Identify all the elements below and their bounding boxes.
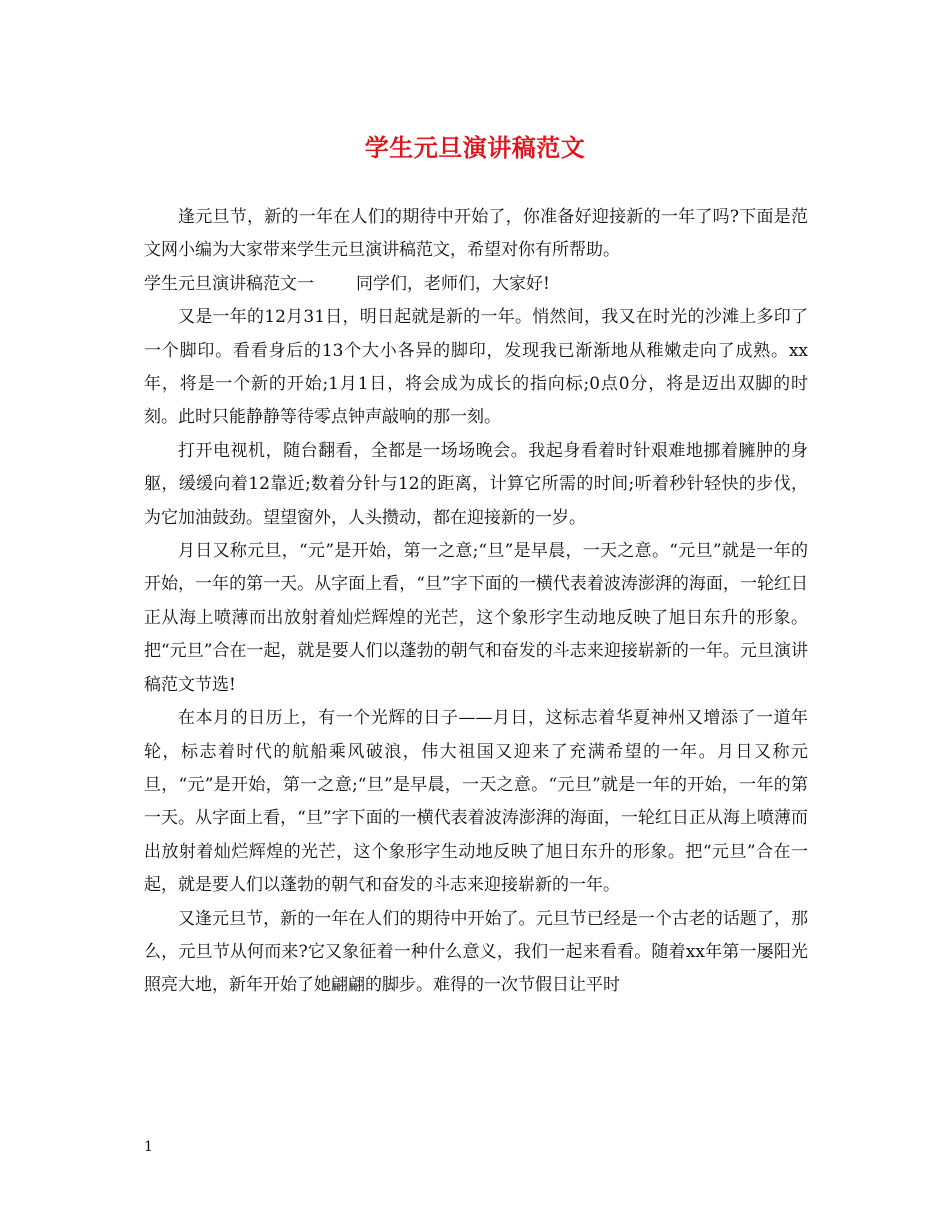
- greeting-text: 同学们，老师们，大家好!: [356, 273, 550, 294]
- document-body: [144, 201, 808, 1003]
- body-paragraph: 月日又称元旦，“元”是开始，第一之意;“旦”是早晨，一天之意。“元旦”就是一年的开始，一年的第一天。从字面上看，“旦”字下面的一横代表着波涛澎湃的海面，一轮红日正从海上喷薄而出放射着灿烂辉煌的光芒，这个象形字生动地反映了旭日东升的形象。把“元旦”合在一起，就是要人们以蓬勃的朝气和奋发的斗志来迎接崭新的一年。元旦演讲稿范文节选!: [144, 541, 808, 695]
- document-title: 学生元旦演讲稿范文: [364, 133, 586, 162]
- body-paragraph: 又逢元旦节，新的一年在人们的期待中开始了。元旦节已经是一个古老的话题了，那么，元旦节从何而来?它又象征着一种什么意义，我们一起来看看。随着xx年第一屡阳光照亮大地，新年开始了她翩翩的脚步。难得的一次节假日让平时: [144, 908, 808, 996]
- body-paragraph: 打开电视机，随台翻看，全都是一场场晚会。我起身看着时针艰难地挪着臃肿的身躯，缓缓向着12靠近;数着分针与12的距离，计算它所需的时间;听着秒针轻快的步伐，为它加油鼓劲。望望窗外，人头攒动，都在迎接新的一岁。: [144, 440, 808, 528]
- intro-paragraph: 逢元旦节，新的一年在人们的期待中开始了，你准备好迎接新的一年了吗?下面是范文网小编为大家带来学生元旦演讲稿范文，希望对你有所帮助。: [144, 207, 808, 261]
- body-paragraph: 在本月的日历上，有一个光辉的日子——月日，这标志着华夏神州又增添了一道年轮，标志着时代的航船乘风破浪，伟大祖国又迎来了充满希望的一年。月日又称元旦，“元”是开始，第一之意;“旦”是早晨，一天之意。“元旦”就是一年的开始，一年的第一天。从字面上看，“旦”字下面的一横代表着波涛澎湃的海面，一轮红日正从海上喷薄而出放射着灿烂辉煌的光芒，这个象形字生动地反映了旭日东升的形象。把“元旦”合在一起，就是要人们以蓬勃的朝气和奋发的斗志来迎接崭新的一年。: [144, 708, 808, 896]
- body-paragraph: 又是一年的12月31日，明日起就是新的一年。悄然间，我又在时光的沙滩上多印了一个脚印。看看身后的13个大小各异的脚印，发现我已渐渐地从稚嫩走向了成熟。xx年，将是一个新的开始;1月1日，将会成为成长的指向标;0点0分，将是迈出双脚的时刻。此时只能静静等待零点钟声敲响的那一刻。: [144, 307, 808, 428]
- page-number: 1: [144, 1139, 153, 1155]
- section-heading: 学生元旦演讲稿范文一: [144, 273, 314, 294]
- section-heading-line: [144, 268, 808, 301]
